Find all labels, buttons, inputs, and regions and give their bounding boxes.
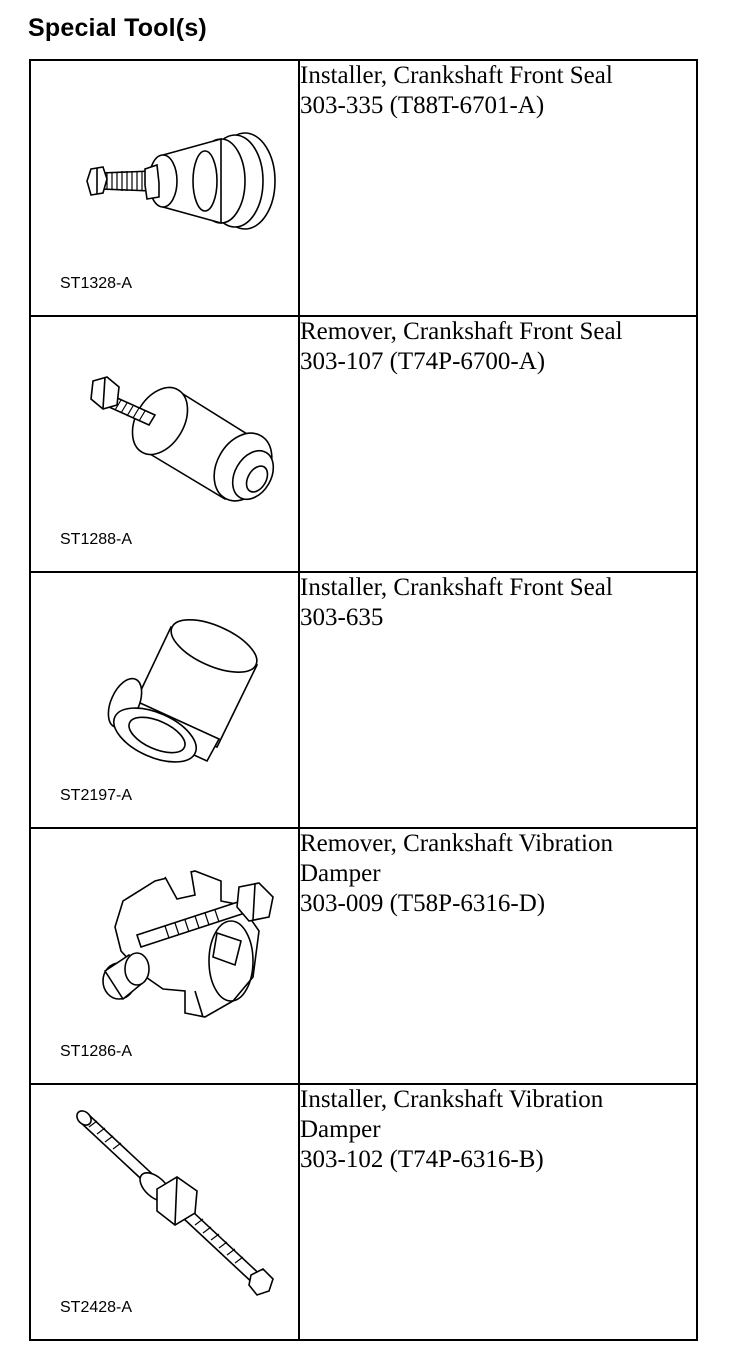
tool-image-cell bbox=[30, 60, 299, 316]
tool-number: 303-009 (T58P-6316-D) bbox=[300, 890, 546, 917]
tool-name-continued: Damper bbox=[300, 1116, 381, 1143]
special-tools-table bbox=[29, 59, 698, 1341]
figure-code: ST1328-A bbox=[60, 275, 133, 292]
damper-installer-illustration bbox=[45, 1097, 285, 1297]
tool-number: 303-335 (T88T-6701-A) bbox=[300, 92, 545, 119]
tool-description bbox=[299, 828, 697, 1084]
tool-number: 303-102 (T74P-6316-B) bbox=[300, 1146, 544, 1173]
tool-name: Remover, Crankshaft Vibration bbox=[300, 830, 613, 857]
seal-remover-illustration bbox=[45, 329, 285, 529]
tool-name: Remover, Crankshaft Front Seal bbox=[300, 318, 623, 345]
page-title: Special Tool(s) bbox=[28, 14, 207, 42]
tool-row bbox=[30, 572, 697, 828]
tool-description bbox=[299, 1084, 697, 1340]
figure-code: ST1286-A bbox=[60, 1043, 133, 1060]
tool-row bbox=[30, 1084, 697, 1340]
tool-image-cell bbox=[30, 572, 299, 828]
tool-name-continued: Damper bbox=[300, 860, 381, 887]
tool-row bbox=[30, 828, 697, 1084]
tool-name: Installer, Crankshaft Front Seal bbox=[300, 62, 613, 89]
tool-image-cell bbox=[30, 316, 299, 572]
tool-row bbox=[30, 316, 697, 572]
tool-name: Installer, Crankshaft Vibration bbox=[300, 1086, 604, 1113]
tool-image-cell bbox=[30, 1084, 299, 1340]
tool-image-cell bbox=[30, 828, 299, 1084]
tool-description bbox=[299, 60, 697, 316]
tool-number: 303-107 (T74P-6700-A) bbox=[300, 348, 546, 375]
figure-code: ST1288-A bbox=[60, 531, 133, 548]
seal-installer-illustration bbox=[45, 73, 285, 273]
tool-number: 303-635 bbox=[300, 604, 384, 631]
tool-description bbox=[299, 572, 697, 828]
tool-row bbox=[30, 60, 697, 316]
seal-installer-cup-illustration bbox=[45, 585, 285, 785]
damper-remover-illustration bbox=[45, 841, 285, 1041]
figure-code: ST2428-A bbox=[60, 1299, 133, 1316]
tool-description bbox=[299, 316, 697, 572]
figure-code: ST2197-A bbox=[60, 787, 133, 804]
tool-name: Installer, Crankshaft Front Seal bbox=[300, 574, 613, 601]
